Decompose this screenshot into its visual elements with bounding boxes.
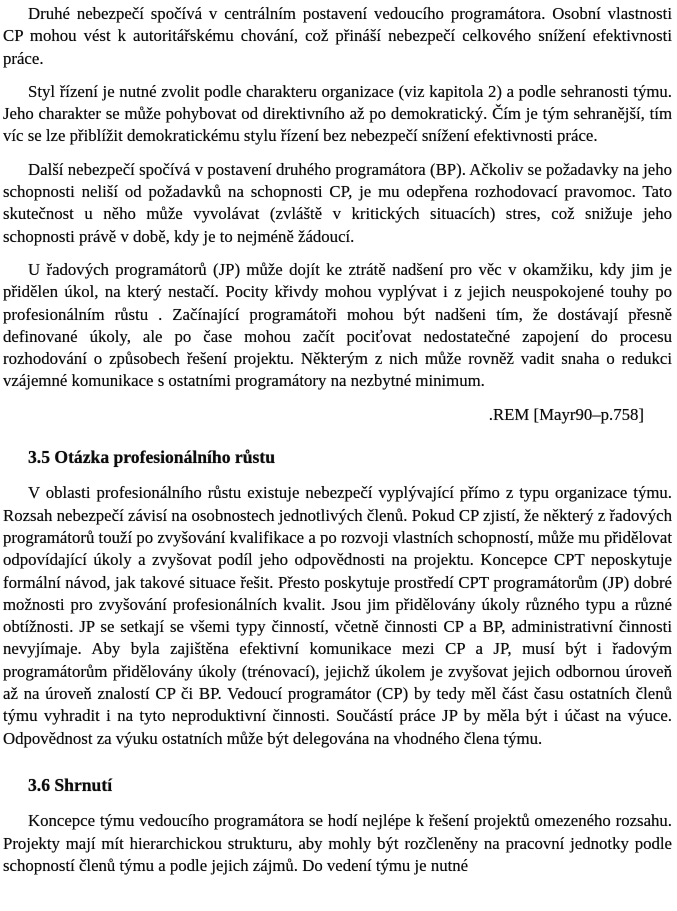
paragraph-second-danger: Druhé nebezpečí spočívá v centrálním postavení vedoucího programátora. Osobní vlastnosti CP mohou vést k autoritářskému chování, což přináší nebezpečí celkového snížení efektivnosti práce.	[3, 4, 672, 68]
citation-reference: .REM [Mayr90–p.758]	[488, 404, 644, 424]
section-heading-3-6: 3.6 Shrnutí	[28, 774, 113, 795]
paragraph-summary: Koncepce týmu vedoucího programátora se hodí nejlépe k řešení projektů omezeného rozsahu. Projekty mají mít hierarchickou strukturu, aby mohly být rozčleněny na pracovní jednotky podle schopností členů týmu a podle jejich zájmů. Do vedení týmu je nutné	[3, 811, 672, 875]
section-heading-3-5: 3.5 Otázka profesionálního růstu	[28, 447, 275, 468]
paragraph-management-style: Styl řízení je nutné zvolit podle charakteru organizace (viz kapitola 2) a podle sehranosti týmu. Jeho charakter se může pohybovat od direktivního až po demokratický. Čím je tým sehranější, tím víc se lze přiblížit demokratickému stylu řízení bez nebezpečí snížení efektivnosti práce.	[3, 81, 672, 146]
paragraph-junior-programmers: U řadových programátorů (JP) může dojít ke ztrátě nadšení pro věc v okamžiku, kdy jim je přidělen úkol, na který nestačí. Pocity křivdy mohou vyplývat i z jejich neuspokojené touhy po profesionálním růstu . Začínající programátoři mohou být nadšeni tím, že dostávají přesně definované úkoly, ale po čase mohou začít pociťovat nedostatečné zapojení do procesu rozhodování o způsobech řešení projektu. Některým z nich může rovněž vadit snaha o redukci vzájemné komunikace s ostatními programátory na nezbytné minimum.	[3, 259, 672, 391]
paragraph-professional-growth: V oblasti profesionálního růstu existuje nebezpečí vyplývající přímo z typu organizace týmu. Rozsah nebezpečí závisí na osobnostech jednotlivých členů. Pokud CP zjistí, že některý z řadových programátorů touží po zvyšování kvalifikace a po rozvoji vlastních schopností, může mu přidělovat odpovídající úkoly a zvyšovat podíl jeho odpovědnosti na projektu. Koncepce CPT neposkytuje formální návod, jak takové situace řešit. Přesto poskytuje prostředí CPT programátorům (JP) dobré možnosti pro zvyšování profesionálních kvalit. Jsou jim přidělovány úkoly různého typu a různé obtížnosti. JP se setkají se všemi typy činností, včetně činnosti CP a BP, administrativní činnosti nevyjímaje. Aby byla zajištěna efektivní komunikace mezi CP a JP, musí být i řadovým programátorům přidělovány úkoly (trénovací), jejichž úkolem je zvyšovat jejich odbornou úroveň až na úroveň znalostí CP či BP. Vedoucí programátor (CP) by tedy měl část času ostatních členů týmu vyhradit i na tyto neproduktivní činnosti. Součástí práce JP by měla být i účast na výuce. Odpovědnost za výuku ostatních může být delegována na vhodného člena týmu.	[3, 483, 672, 748]
paragraph-backup-programmer: Další nebezpečí spočívá v postavení druhého programátora (BP). Ačkoliv se požadavky na jeho schopnosti neliší od požadavků na schopnosti CP, je mu odepřena rozhodovací pravomoc. Tato skutečnost u něho může vyvolávat (zvláště v kritických situacích) stres, což snižuje jeho schopnosti právě v době, kdy je to nejméně žádoucí.	[3, 159, 672, 246]
